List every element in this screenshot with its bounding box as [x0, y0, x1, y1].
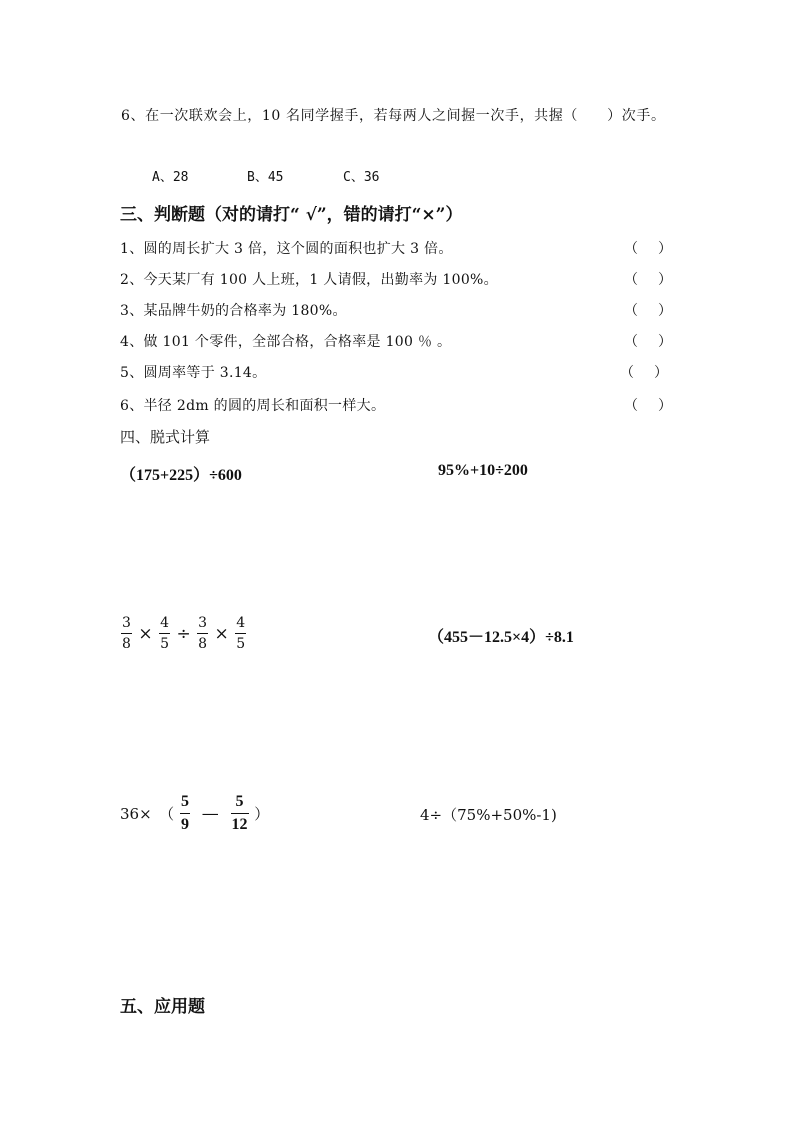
answer-blank-2: （ ）: [624, 272, 672, 288]
judge-item-1: 1、圆的周长扩大 3 倍，这个圆的面积也扩大 3 倍。: [120, 241, 453, 257]
section-4-title: 四、脱式计算: [120, 428, 211, 446]
judge-item-6: 6、半径 2dm 的圆的周长和面积一样大。: [120, 398, 386, 414]
answer-blank-6: （ ）: [624, 398, 672, 414]
question-6-text: 6、在一次联欢会上，10 名同学握手，若每两人之间握一次手，共握（ ）次手。: [121, 108, 666, 124]
answer-blank-1: （ ）: [624, 241, 672, 257]
section-5-title: 五、应用题: [120, 997, 205, 1017]
judge-item-3: 3、某品牌牛奶的合格率为 180%。: [120, 303, 347, 319]
judge-item-4: 4、做 101 个零件，全部合格，合格率是 100 ％ 。: [120, 334, 452, 350]
section-3-title: 三、判断题（对的请打“ √”，错的请打“×”）: [120, 205, 463, 225]
answer-blank-5: （ ）: [620, 365, 668, 381]
judge-item-2: 2、今天某厂有 100 人上班，1 人请假，出勤率为 100%。: [120, 272, 498, 288]
fraction: $\frac{5}{9}$: [180, 793, 189, 833]
fraction: $\frac{3}{8}$: [198, 615, 208, 652]
expression-5: 36× （ $\frac{5}{9}$ — $\frac{5}{12}$ ）: [120, 793, 270, 833]
answer-blank-4: （ ）: [624, 334, 672, 350]
expression-3: $\frac{3}{8}$ × $\frac{4}{5}$ ÷ $\frac{3}{8}$ × $\frac{4}{5}$: [122, 615, 246, 652]
expression-1: （175+225）÷600: [120, 467, 242, 484]
choice-a: A、28: [152, 170, 189, 185]
fraction: $\frac{4}{5}$: [160, 615, 169, 652]
fraction: $\frac{4}{5}$: [236, 615, 246, 652]
answer-blank-3: （ ）: [624, 303, 672, 319]
fraction: $\frac{3}{8}$: [122, 615, 131, 652]
fraction: $\frac{5}{12}$: [231, 793, 248, 833]
choice-c: C、36: [343, 170, 380, 185]
judge-item-5: 5、圆周率等于 3.14。: [120, 365, 267, 381]
expression-2: 95%+10÷200: [438, 462, 528, 479]
expression-6: 4÷（75%+50%-1): [420, 806, 557, 824]
expression-4: （455－12.5×4）÷8.1: [428, 629, 574, 646]
choice-b: B、45: [247, 170, 284, 185]
